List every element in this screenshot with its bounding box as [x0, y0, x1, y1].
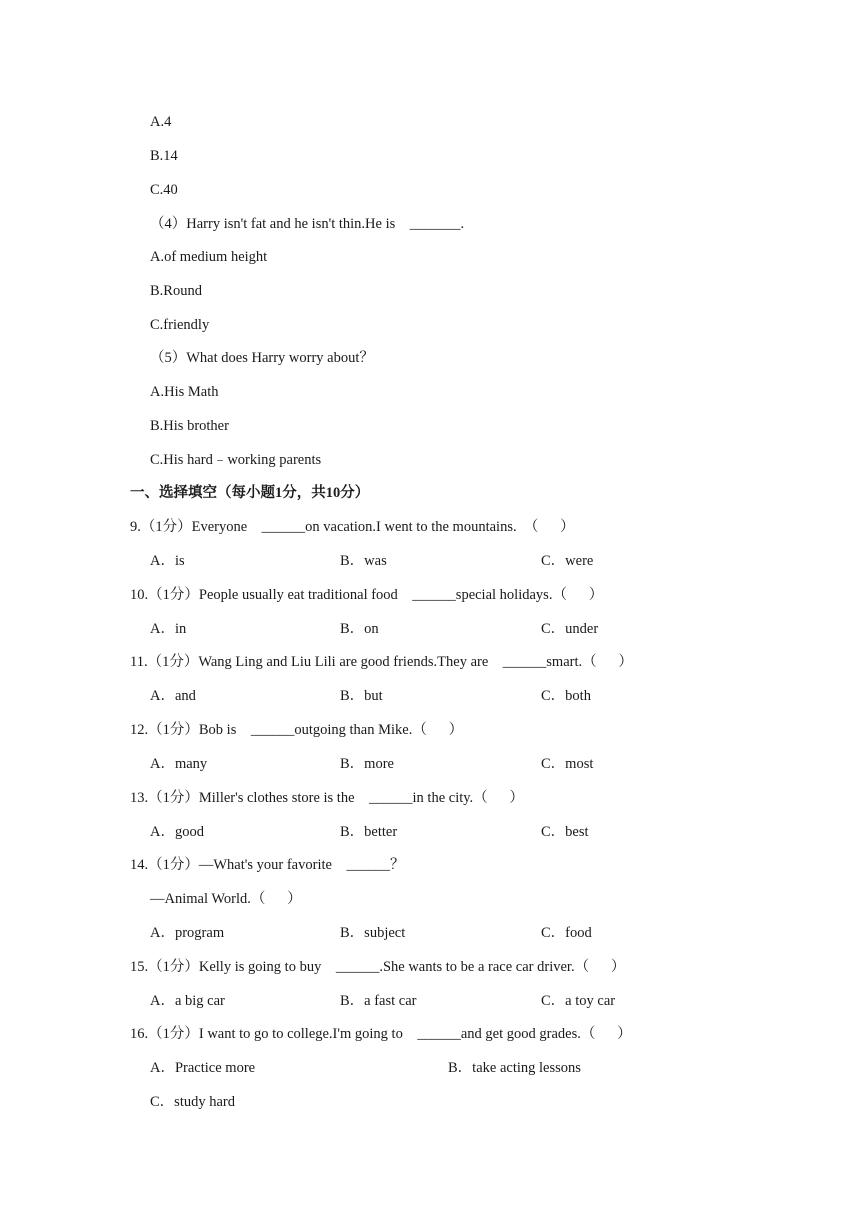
option-a: A．in — [150, 621, 187, 637]
option-a: A.His Math — [150, 384, 219, 400]
option-a: A．many — [150, 756, 208, 772]
option-c: C．study hard — [150, 1094, 235, 1110]
question-stem: （5）What does Harry worry about？ — [150, 350, 374, 366]
option-c: C．under — [541, 621, 599, 637]
question-stem: 13.（1分）Miller's clothes store is the ______in the city.（ ） — [130, 790, 524, 806]
question-stem: 12.（1分）Bob is ______outgoing than Mike.（ ） — [130, 722, 464, 738]
option-a: A．program — [150, 925, 225, 941]
option-a: A．a big car — [150, 993, 225, 1009]
option-c: C．most — [541, 756, 594, 772]
option-c: C.friendly — [150, 317, 210, 333]
option-c: C．both — [541, 688, 591, 704]
option-c: C.His hard﹣working parents — [150, 452, 322, 468]
option-a: A．and — [150, 688, 196, 704]
option-c: C.40 — [150, 182, 178, 198]
question-stem: 15.（1分）Kelly is going to buy ______.She wants to be a race car driver.（ ） — [130, 959, 626, 975]
option-b: B．on — [340, 621, 379, 637]
option-b: B.14 — [150, 148, 178, 164]
option-b: B.Round — [150, 283, 202, 299]
option-a: A．is — [150, 553, 185, 569]
option-b: B．better — [340, 824, 398, 840]
option-c: C．a toy car — [541, 993, 616, 1009]
option-b: B．take acting lessons — [448, 1060, 581, 1076]
question-stem: 14.（1分）—What's your favorite ______？ — [130, 857, 405, 873]
question-stem: 16.（1分）I want to go to college.I'm going to ______and get good grades.（ ） — [130, 1026, 632, 1042]
option-b: B．subject — [340, 925, 406, 941]
option-a: A.of medium height — [150, 249, 268, 265]
option-b: B．more — [340, 756, 394, 772]
option-b: B．but — [340, 688, 383, 704]
section-heading: 一、选择填空（每小题1分，共10分） — [130, 485, 370, 501]
option-a: A．good — [150, 824, 204, 840]
question-stem: 11.（1分）Wang Ling and Liu Lili are good friends.They are ______smart.（ ） — [130, 654, 633, 670]
question-stem: （4）Harry isn't fat and he isn't thin.He is _______. — [150, 216, 465, 232]
question-stem: 10.（1分）People usually eat traditional food ______special holidays.（ ） — [130, 587, 604, 603]
option-a: A.4 — [150, 114, 172, 130]
question-stem: 9.（1分）Everyone ______on vacation.I went to the mountains. （ ） — [130, 519, 575, 535]
option-c: C．were — [541, 553, 594, 569]
option-c: C．best — [541, 824, 589, 840]
question-stem-continued: —Animal World.（ ） — [150, 891, 302, 907]
option-b: B.His brother — [150, 418, 229, 434]
option-b: B．was — [340, 553, 387, 569]
option-c: C．food — [541, 925, 592, 941]
option-b: B．a fast car — [340, 993, 417, 1009]
option-a: A．Practice more — [150, 1060, 256, 1076]
